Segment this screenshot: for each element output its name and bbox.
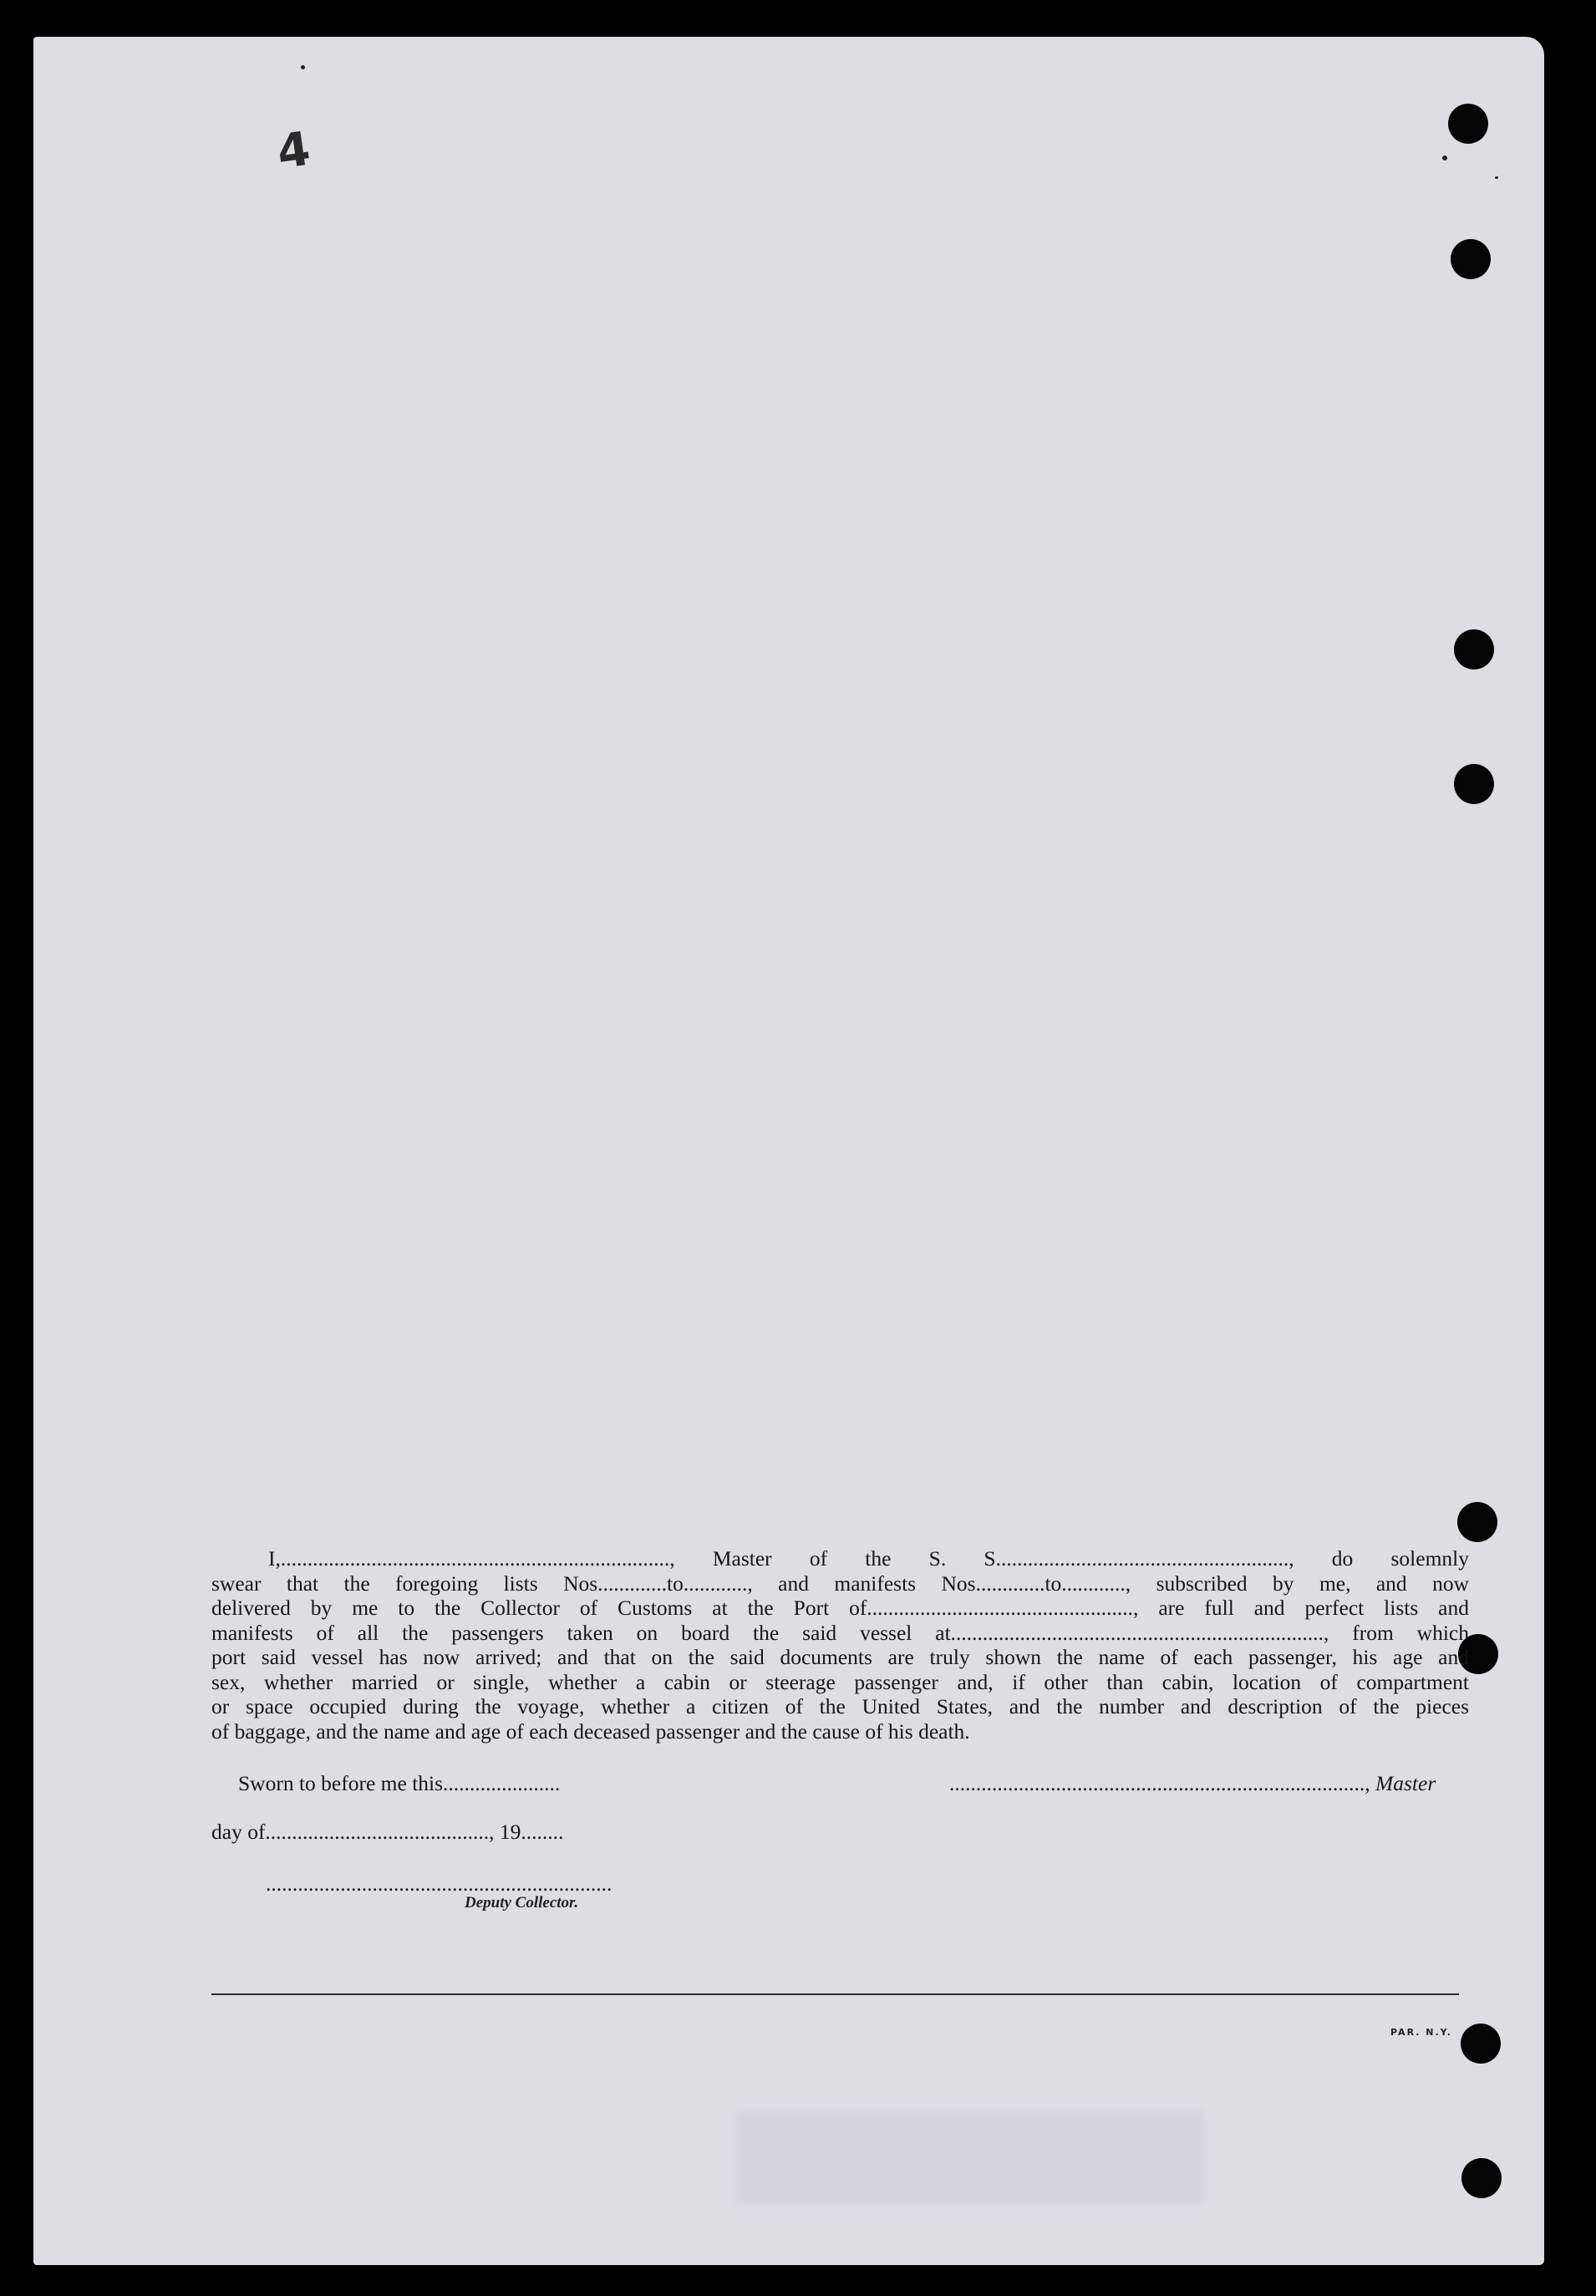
punch-hole <box>1451 239 1491 279</box>
punch-hole <box>1461 2024 1501 2064</box>
show-through <box>735 2111 1203 2203</box>
oath-line: swear that the foregoing lists Nos.............to............, and manifests Nos.............to............, subscribed by me, and now <box>211 1571 1469 1596</box>
oath-line: of baggage, and the name and age of each deceased passenger and the cause of his death. <box>211 1718 970 1744</box>
punch-hole <box>1454 764 1494 804</box>
punch-hole <box>1457 1502 1497 1542</box>
ink-speck <box>1442 155 1447 160</box>
oath-line: delivered by me to the Collector of Customs at the Port of.................................................., are full and perfect lists and <box>211 1596 1469 1620</box>
master-label: Master <box>1375 1771 1436 1795</box>
sworn-before-line: Sworn to before me this...................... <box>238 1771 561 1795</box>
ink-speck <box>301 65 305 69</box>
ink-speck <box>1495 176 1498 179</box>
corner-mark: 4 <box>273 121 314 181</box>
horizontal-rule <box>211 1993 1459 1995</box>
deputy-signature-line: ................................................................. <box>266 1871 612 1896</box>
date-line: day of.........................................., 19........ <box>211 1820 564 1844</box>
master-signature-line <box>949 1771 1436 1796</box>
punch-hole <box>1461 2158 1502 2198</box>
printer-mark: PAR. N.Y. <box>1390 2027 1452 2038</box>
oath-line: I,........................................................................., Master of the S. S......................................................., do solemnly <box>268 1546 1469 1571</box>
master-signature-dots: .............................................................................., <box>949 1771 1370 1795</box>
oath-line: port said vessel has now arrived; and that on the said documents are truly shown the name of each passenger, his age and <box>211 1645 1469 1669</box>
master-oath-paragraph <box>211 1546 1469 1744</box>
oath-line: sex, whether married or single, whether a cabin or steerage passenger and, if other than cabin, location of compartment <box>211 1669 1469 1694</box>
punch-hole <box>1448 104 1488 144</box>
punch-hole <box>1454 629 1494 669</box>
form-page <box>33 37 1544 2265</box>
deputy-collector-label: Deputy Collector. <box>465 1894 579 1912</box>
oath-line: manifests of all the passengers taken on board the said vessel at......................................................................, from which <box>211 1620 1469 1645</box>
oath-line: or space occupied during the voyage, whether a citizen of the United States, and the number and description of the pieces <box>211 1694 1469 1718</box>
